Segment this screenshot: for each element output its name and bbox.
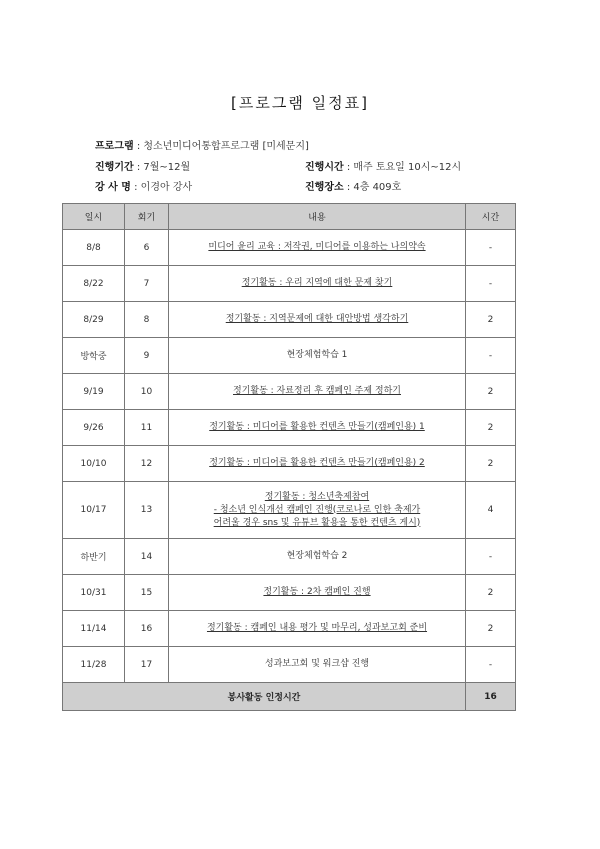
cell-content [169,302,466,338]
cell-session: 8 [125,302,169,338]
cell-session: 15 [125,575,169,611]
place-info [305,178,401,193]
cell-content [169,575,466,611]
table-row [63,575,516,611]
instructor-label: 강 사 명 [95,182,131,193]
table-row [63,266,516,302]
program-label: 프로그램 [95,141,134,152]
cell-content [169,611,466,647]
period-value: : 7월~12월 [133,162,191,173]
instructor-info [95,178,192,193]
cell-hours: 2 [466,302,516,338]
cell-content [169,410,466,446]
time-info [305,158,461,173]
place-label: 진행장소 [305,182,344,193]
cell-session: 7 [125,266,169,302]
content-line: 어려울 경우 sns 및 유튜브 활용을 통한 컨텐츠 게시) [213,517,421,528]
table-row [63,611,516,647]
total-hours: 16 [466,683,516,711]
header-session: 회기 [125,204,169,230]
cell-content [169,230,466,266]
content-line: 정기활동 : 지역문제에 대한 대안방법 생각하기 [225,314,409,324]
cell-session: 13 [125,482,169,539]
table-row [63,446,516,482]
table-header-row [63,204,516,230]
cell-date: 방학중 [63,338,125,374]
cell-date: 10/17 [63,482,125,539]
cell-hours: - [466,647,516,683]
page-title: [프로그램 일정표] [231,94,369,112]
content-line: 정기활동 : 우리 지역에 대한 문제 찾기 [241,278,393,288]
content-line: 정기활동 : 2차 캠페인 진행 [263,587,371,597]
cell-date: 하반기 [63,539,125,575]
cell-hours: 2 [466,410,516,446]
cell-session: 6 [125,230,169,266]
table-row [63,302,516,338]
cell-content [169,446,466,482]
schedule-table [62,203,516,711]
content-line: 성과보고회 및 워크샵 진행 [264,659,370,669]
table-row [63,338,516,374]
cell-session: 16 [125,611,169,647]
cell-date: 11/28 [63,647,125,683]
table-row [63,410,516,446]
cell-hours: 4 [466,482,516,539]
table-row [63,230,516,266]
content-line: - 청소년 인식개선 캠페인 진행(코로나로 인한 축제가 [213,504,421,515]
cell-session: 9 [125,338,169,374]
content-line: 정기활동 : 미디어를 활용한 컨텐츠 만들기(캠페인용) 1 [209,422,425,432]
cell-session: 17 [125,647,169,683]
time-value: : 매주 토요일 10시~12시 [343,162,462,173]
cell-date: 10/10 [63,446,125,482]
table-row [63,539,516,575]
cell-hours: - [466,266,516,302]
cell-date: 9/19 [63,374,125,410]
content-line: 정기활동 : 청소년축제참여 [264,491,370,502]
period-label: 진행기간 [95,162,134,173]
cell-hours: 2 [466,575,516,611]
cell-content [169,647,466,683]
cell-hours: - [466,539,516,575]
cell-content [169,482,466,539]
content-line: 정기활동 : 캠페인 내용 평가 및 마무리, 성과보고회 준비 [206,623,428,633]
place-value: : 4층 409호 [343,182,402,193]
cell-content [169,374,466,410]
cell-date: 11/14 [63,611,125,647]
header-date: 일시 [63,204,125,230]
cell-date: 8/29 [63,302,125,338]
cell-session: 14 [125,539,169,575]
content-line: 미디어 윤리 교육 : 저작권, 미디어를 이용하는 나의약속 [208,242,426,252]
cell-hours: - [466,338,516,374]
cell-content [169,539,466,575]
cell-hours: 2 [466,446,516,482]
total-label: 봉사활동 인정시간 [63,683,466,711]
content-line: 정기활동 : 자료정리 후 캠페인 주제 정하기 [233,386,401,396]
table-row [63,374,516,410]
header-content: 내용 [169,204,466,230]
cell-session: 11 [125,410,169,446]
time-label: 진행시간 [305,162,344,173]
table-row [63,647,516,683]
content-line: 현장체험학습 1 [286,350,348,360]
table-row [63,482,516,539]
program-value: : 청소년미디어통합프로그램 [미세문지] [133,141,309,152]
cell-date: 8/8 [63,230,125,266]
cell-date: 8/22 [63,266,125,302]
cell-content [169,338,466,374]
period-info [95,158,190,173]
header-hours: 시간 [466,204,516,230]
instructor-value: : 이경아 강사 [130,182,193,193]
total-row [63,683,516,711]
cell-date: 10/31 [63,575,125,611]
content-line: 현장체험학습 2 [286,551,348,561]
cell-hours: 2 [466,374,516,410]
cell-content [169,266,466,302]
cell-hours: 2 [466,611,516,647]
content-line: 정기활동 : 미디어를 활용한 컨텐츠 만들기(캠페인용) 2 [209,458,425,468]
cell-hours: - [466,230,516,266]
cell-session: 10 [125,374,169,410]
cell-date: 9/26 [63,410,125,446]
cell-session: 12 [125,446,169,482]
program-info [95,137,309,152]
